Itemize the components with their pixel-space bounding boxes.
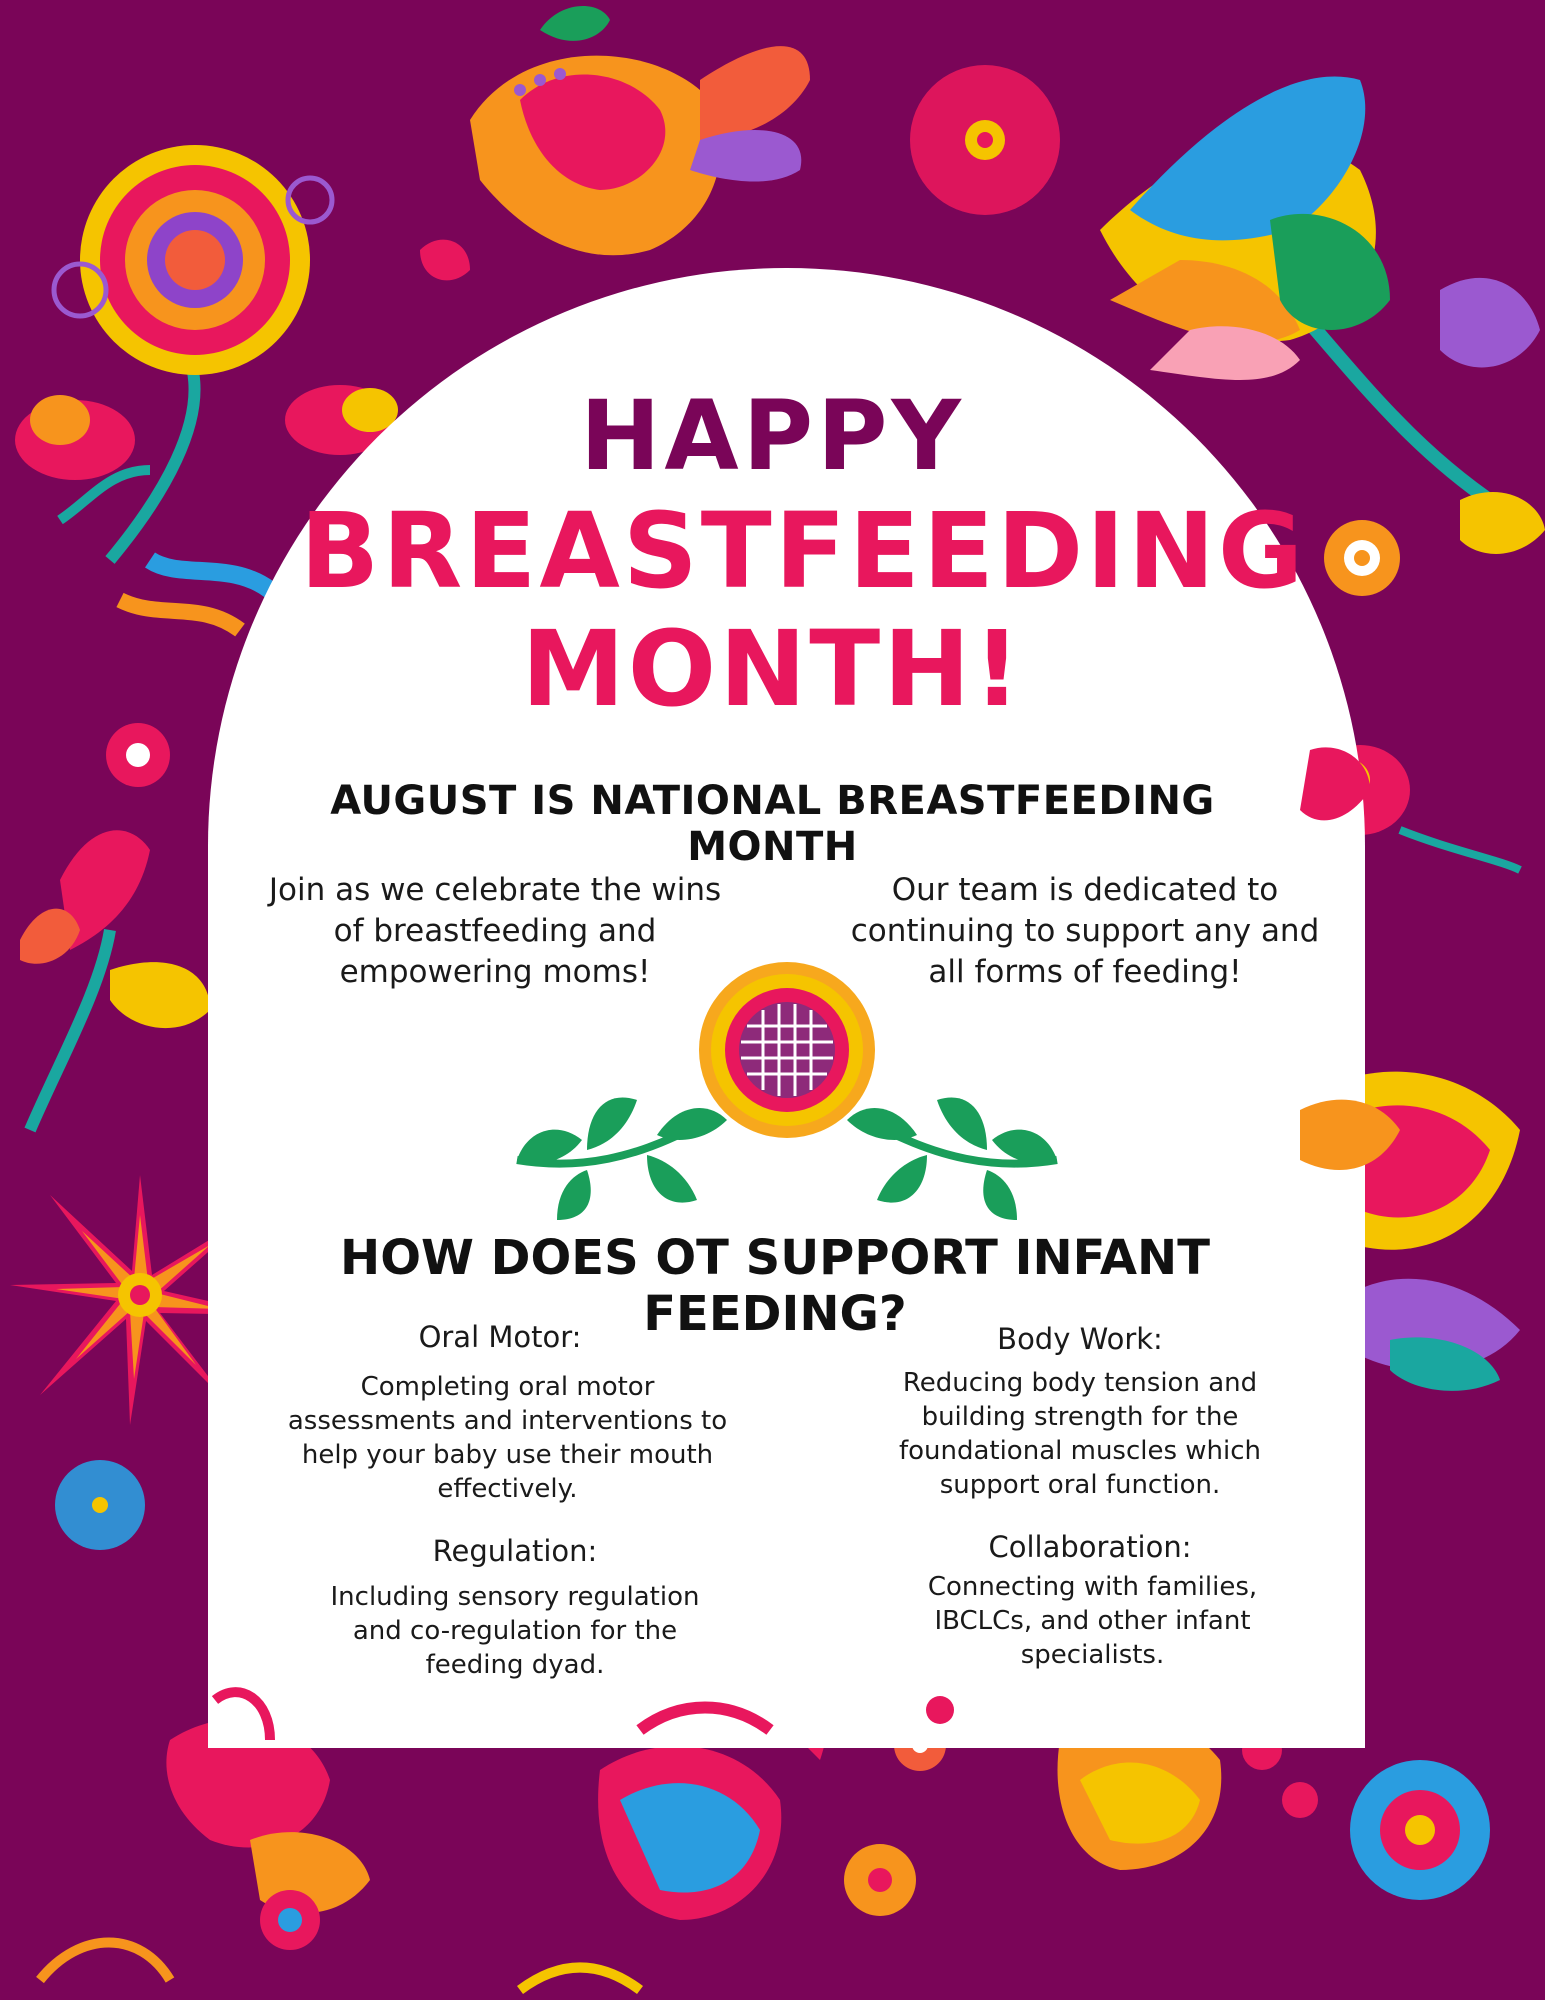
body-work-text: Reducing body tension and building strength for the foundational muscles which support oral function. xyxy=(898,1368,1262,1500)
oral-motor-label: Oral Motor: xyxy=(418,1320,582,1354)
oral-motor-text: Completing oral motor assessments and interventions to help your baby use their mouth effectively. xyxy=(287,1372,728,1504)
intro-left-text: Join as we celebrate the wins of breastfeeding and empowering moms! xyxy=(268,872,722,990)
support-heading: HOW DOES OT SUPPORT INFANT FEEDING? xyxy=(340,1230,1210,1342)
title-breastfeeding-month: BREASTFEEDING MONTH! xyxy=(300,490,1307,730)
body-work-label: Body Work: xyxy=(997,1322,1163,1356)
subtitle: AUGUST IS NATIONAL BREASTFEEDING MONTH xyxy=(330,778,1215,870)
flower-icon xyxy=(1300,747,1370,820)
regulation-text: Including sensory regulation and co-regulation for the feeding dyad. xyxy=(330,1582,700,1680)
collaboration-label: Collaboration: xyxy=(988,1530,1192,1564)
flower-icon xyxy=(1300,1100,1400,1170)
leaf-icon xyxy=(517,1097,727,1220)
flower-icon xyxy=(215,1692,954,1740)
regulation-label: Regulation: xyxy=(432,1534,598,1568)
intro-right-text: Our team is dedicated to continuing to support any and all forms of feeding! xyxy=(850,872,1320,990)
collaboration-text: Connecting with families, IBCLCs, and other infant specialists. xyxy=(927,1572,1258,1670)
sunflower-icon xyxy=(517,962,1057,1220)
title-happy: HAPPY xyxy=(580,380,965,492)
leaf-icon xyxy=(847,1097,1057,1220)
